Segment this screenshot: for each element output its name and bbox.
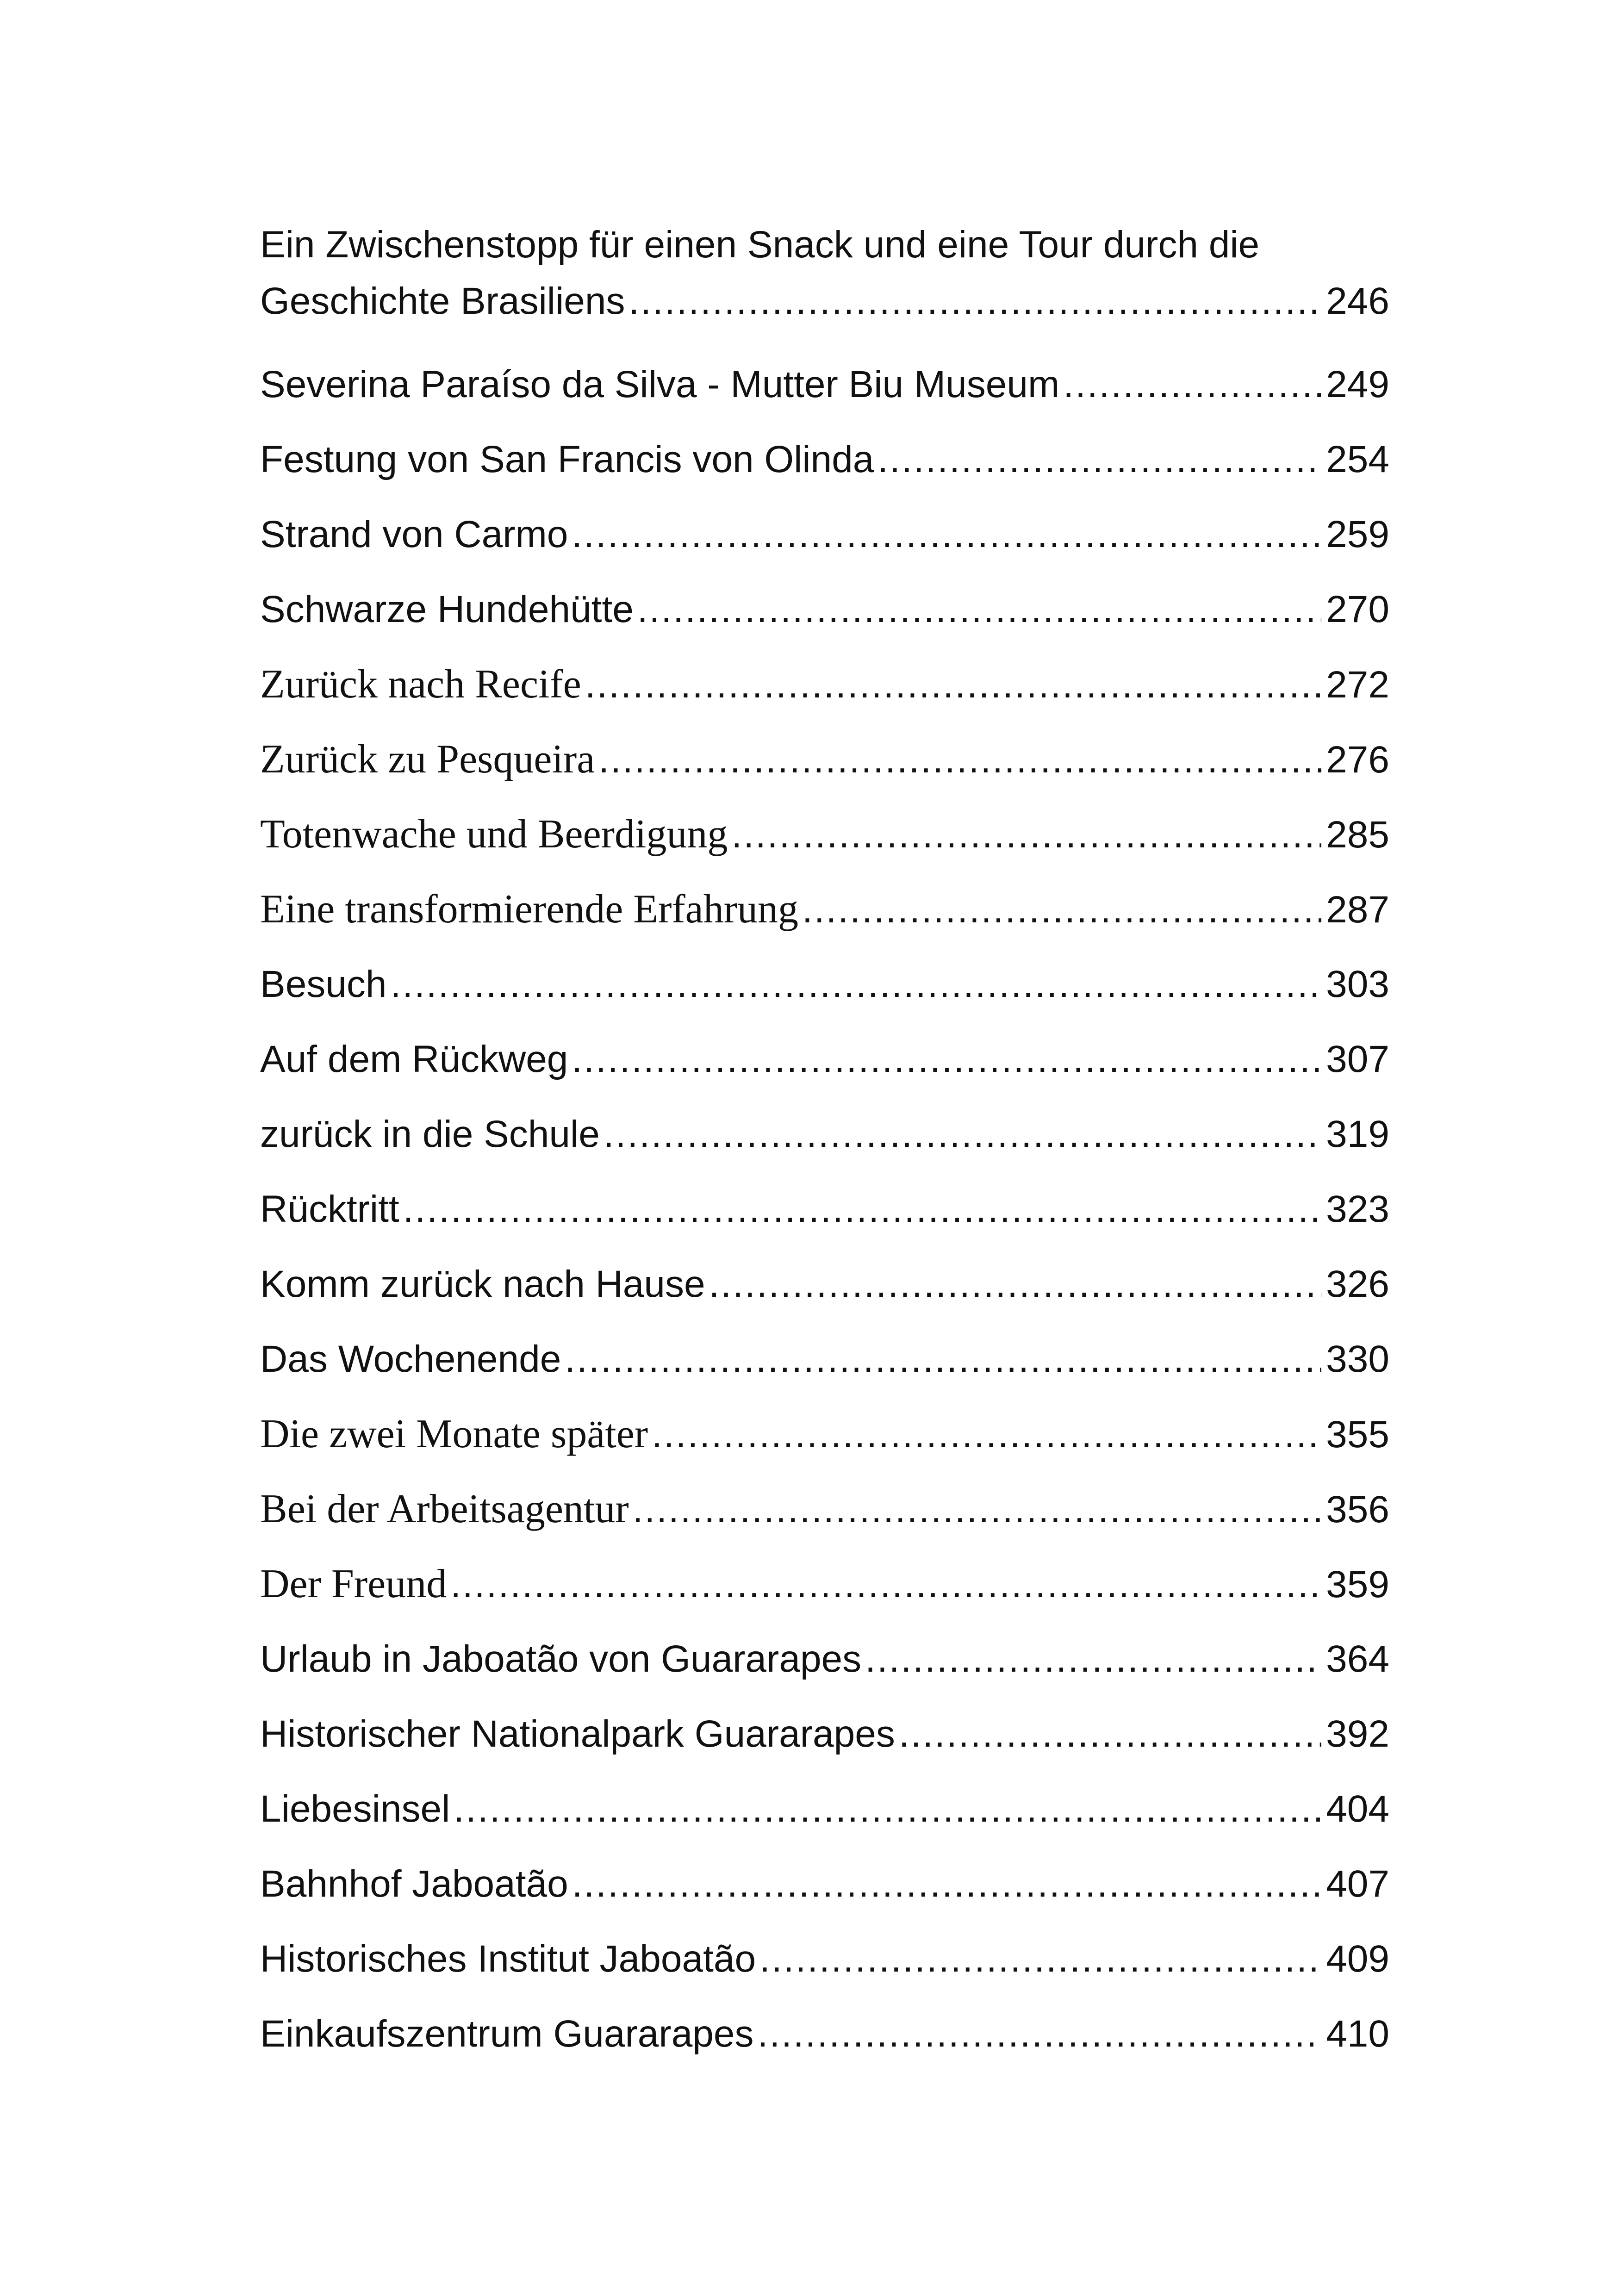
toc-entry-page: 356 [1326,1488,1389,1531]
dot-leader [652,1397,1321,1472]
toc-entry-page: 409 [1326,1938,1389,1980]
dot-leader [709,1247,1322,1322]
toc-entry[interactable] [260,1847,1389,1922]
toc-entry-title: Liebesinsel [260,1788,450,1830]
dot-leader [572,1022,1321,1097]
toc-entry[interactable] [260,647,1389,722]
toc-entry[interactable] [260,947,1389,1022]
toc-entry[interactable] [260,347,1389,422]
toc-entry-title: zurück in die Schule [260,1113,600,1155]
toc-entry-page: 355 [1326,1413,1389,1456]
toc-entry[interactable] [260,872,1389,947]
toc-entry-page: 364 [1326,1638,1389,1680]
dot-leader [633,1472,1322,1547]
dot-leader [1063,347,1321,422]
toc-entry-page: 410 [1326,2013,1389,2055]
toc-entry-title: Bei der Arbeitsagentur [260,1487,629,1531]
toc-entry-title-line1: Ein Zwischenstopp für einen Snack und eine Tour durch die [260,224,1260,266]
toc-entry[interactable] [260,797,1389,872]
toc-entry-page: 319 [1326,1113,1389,1155]
toc-entry[interactable] [260,497,1389,572]
dot-leader [865,1622,1321,1697]
toc-entry-page: 303 [1326,963,1389,1005]
toc-entry[interactable] [260,1247,1389,1322]
toc-entry-title: Zurück nach Recife [260,662,581,707]
toc-entry[interactable] [260,1172,1389,1247]
toc-entry-title: Die zwei Monate später [260,1412,648,1456]
dot-leader [899,1697,1321,1772]
toc-entry-page: 272 [1326,664,1389,706]
toc-entry[interactable] [260,722,1389,797]
toc-entry-title: Der Freund [260,1562,447,1606]
toc-entry[interactable] [260,1472,1389,1547]
dot-leader [585,647,1321,722]
toc-entry-page: 246 [1326,280,1389,322]
toc-entry-title: Komm zurück nach Hause [260,1263,705,1305]
toc-entry[interactable] [260,1547,1389,1622]
dot-leader [604,1097,1321,1172]
dot-leader [758,1997,1322,2072]
toc-entry-title: Severina Paraíso da Silva - Mutter Biu Museum [260,363,1060,405]
dot-leader [403,1172,1321,1247]
toc-entry-title: Bahnhof Jaboatão [260,1863,568,1905]
toc-entry-page: 323 [1326,1188,1389,1230]
toc-entry[interactable] [260,1397,1389,1472]
toc-entry-page: 330 [1326,1338,1389,1380]
toc-entry-page: 249 [1326,363,1389,405]
toc-entry-title: Besuch [260,963,387,1005]
toc-entry-title: Eine transformierende Erfahrung [260,887,799,932]
toc-entry[interactable] [260,422,1389,497]
toc-entry-page: 307 [1326,1038,1389,1080]
toc-entry-title: Auf dem Rückweg [260,1038,568,1080]
toc-entry-title: Schwarze Hundehütte [260,588,634,630]
toc-entry-page: 407 [1326,1863,1389,1905]
toc-entry[interactable] [260,1997,1389,2072]
toc-entry-title: Rücktritt [260,1188,399,1230]
toc-entry-page: 270 [1326,588,1389,630]
toc-entry[interactable] [260,1922,1389,1997]
dot-leader [877,422,1321,497]
toc-entry-page: 285 [1326,814,1389,856]
toc-entry-page: 276 [1326,739,1389,781]
toc-entry-title-line2: Geschichte Brasiliens [260,280,625,322]
dot-leader [572,1847,1321,1922]
toc-entry[interactable] [260,217,1389,347]
toc-entry-title: Totenwache und Beerdigung [260,812,728,857]
toc-entry-page: 392 [1326,1713,1389,1755]
dot-leader [629,273,1321,330]
dot-leader [802,872,1321,947]
toc-entry-title: Strand von Carmo [260,513,568,555]
toc-entry-page: 287 [1326,889,1389,931]
toc-entry-title: Festung von San Francis von Olinda [260,438,874,480]
toc-entry-title: Historischer Nationalpark Guararapes [260,1713,895,1755]
toc-entry-page: 254 [1326,438,1389,480]
toc-entry[interactable] [260,1697,1389,1772]
dot-leader [637,572,1321,647]
toc-entry[interactable] [260,1097,1389,1172]
toc-entry[interactable] [260,572,1389,647]
toc-entry-page: 404 [1326,1788,1389,1830]
toc-entry[interactable] [260,1772,1389,1847]
toc-entry[interactable] [260,1622,1389,1697]
toc-entry-page: 326 [1326,1263,1389,1305]
toc-entry-title: Urlaub in Jaboatão von Guararapes [260,1638,862,1680]
toc-entry[interactable] [260,1022,1389,1097]
toc-entry-page: 359 [1326,1563,1389,1605]
dot-leader [565,1322,1321,1397]
dot-leader [572,497,1321,572]
toc-entry-page: 259 [1326,513,1389,555]
dot-leader [450,1547,1321,1622]
toc-entry-title: Historisches Institut Jaboatão [260,1938,756,1980]
toc-entry-title: Zurück zu Pesqueira [260,737,595,782]
toc-entry-title: Einkaufszentrum Guararapes [260,2013,754,2055]
dot-leader [731,797,1321,872]
toc-entry[interactable] [260,1322,1389,1397]
toc-entry-title: Das Wochenende [260,1338,561,1380]
dot-leader [454,1772,1321,1847]
dot-leader [391,947,1322,1022]
dot-leader [598,722,1321,797]
dot-leader [759,1922,1321,1997]
table-of-contents [260,217,1389,2072]
